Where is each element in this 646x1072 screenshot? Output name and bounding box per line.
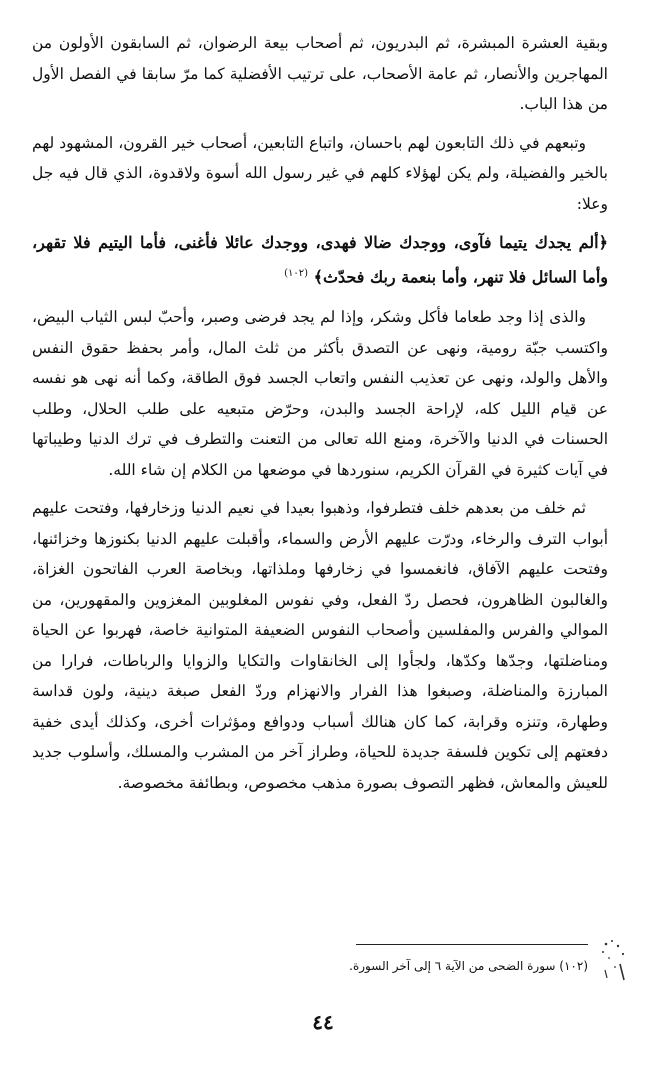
footnote-divider	[356, 944, 588, 945]
paragraph-prophet-conduct: والذى إذا وجد طعاما فأكل وشكر، وإذا لم يجد فرضى وصبر، وأحبّ لبس الثياب البيض، واكتسب جبّة رومية، ونهى عن التصدق بأكثر من ثلث المال، وأمر بحفظ حقوق النفس والأهل والولد، ونهى عن تعذيب النفس واتعاب الجسد فوق الطاقة، وكما أنه نهى هو نفسه عن قيام الليل كله، لإراحة الجسد والبدن، وحرّض متبعيه على طلب الحلال، وطلب الحسنات في الدنيا والآخرة، ومنع الله تعالى من التعنت والتطرف في ترك الدنيا وطيباتها في آيات كثيرة في القرآن الكريم، سنوردها في موضعها من الكلام إن شاء الله.	[32, 308, 608, 479]
quran-quote	[32, 227, 608, 292]
page-number: ٤٤	[312, 1010, 334, 1034]
paragraph-followers: وتبعهم في ذلك التابعون لهم باحسان، واتباع التابعين، أصحاب خير القرون، المشهود لهم بالخير والفضيلة، ولم يكن لهؤلاء كلهم في غير رسول الله أسوة ولاقدوة، الذي قال فيه جل وعلا:	[32, 133, 608, 213]
quran-verse-text: ﴿ألم يجدك يتيما فآوى، ووجدك ضالا فهدى، ووجدك عائلا فأغنى، فأما اليتيم فلا تقهر، وأما السائل فلا تنهر، وأما بنعمة ربك فحدّث﴾	[32, 233, 608, 287]
paragraph-rise-of-sufism: ثم خلف من بعدهم خلف فتطرفوا، وذهبوا بعيدا في نعيم الدنيا وزخارفها، وفتحت عليهم أبواب الترف والرخاء، ودرّت عليهم الأرض والسماء، وأقبلت عليهم الدنيا بكنوزها وخزائنها، وفتحت عليهم الآفاق، فانغمسوا في زخارفها وملذاتها، وبخاصة العرب الفاتحون الغزاة، والغالبون الظاهرون، فحصل ردّ الفعل، وفي نفوس المغلوبين المغزوين والمقهورين، من الموالي والفرس والمفلسين وأصحاب النفوس الضعيفة المتوانية خاصة، فهربوا عن الحياة ومناضلتها، وجدّها وكدّها، ولجأوا إلى الخانقاوات والتكايا والزوايا والرباطات، فرارا من المبارزة والمناضلة، وصبغوا هذا الفرار والانهزام وردّ الفعل صبغة دينية، ولون قداسة وطهارة، وتنزه وقرابة، كما كان هنالك أسباب ودوافع ومؤثرات أخرى، وكذلك أيدى خفية دفعتهم إلى تكوين فلسفة جديدة للحياة، وطراز آخر من المشرب والمسلك، وأسلوب جديد للعيش والمعاش، فظهر التصوف بصورة مذهب مخصوص، وبطائفة مخصوصة.	[32, 499, 608, 792]
scan-artifact-mark	[596, 934, 636, 990]
footnote: (١٠٢) سورة الضحى من الآية ٦ إلى آخر السورة.	[349, 959, 588, 973]
quran-footnote-ref: (١٠٢)	[284, 268, 308, 279]
paragraph-companions-ranking: وبقية العشرة المبشرة، ثم البدريون، ثم أصحاب بيعة الرضوان، ثم السابقون الأولون من المهاجرين والأنصار، ثم عامة الأصحاب، على ترتيب الأفضلية كما مرّ سابقا في الفصل الأول من هذا الباب.	[32, 34, 608, 113]
